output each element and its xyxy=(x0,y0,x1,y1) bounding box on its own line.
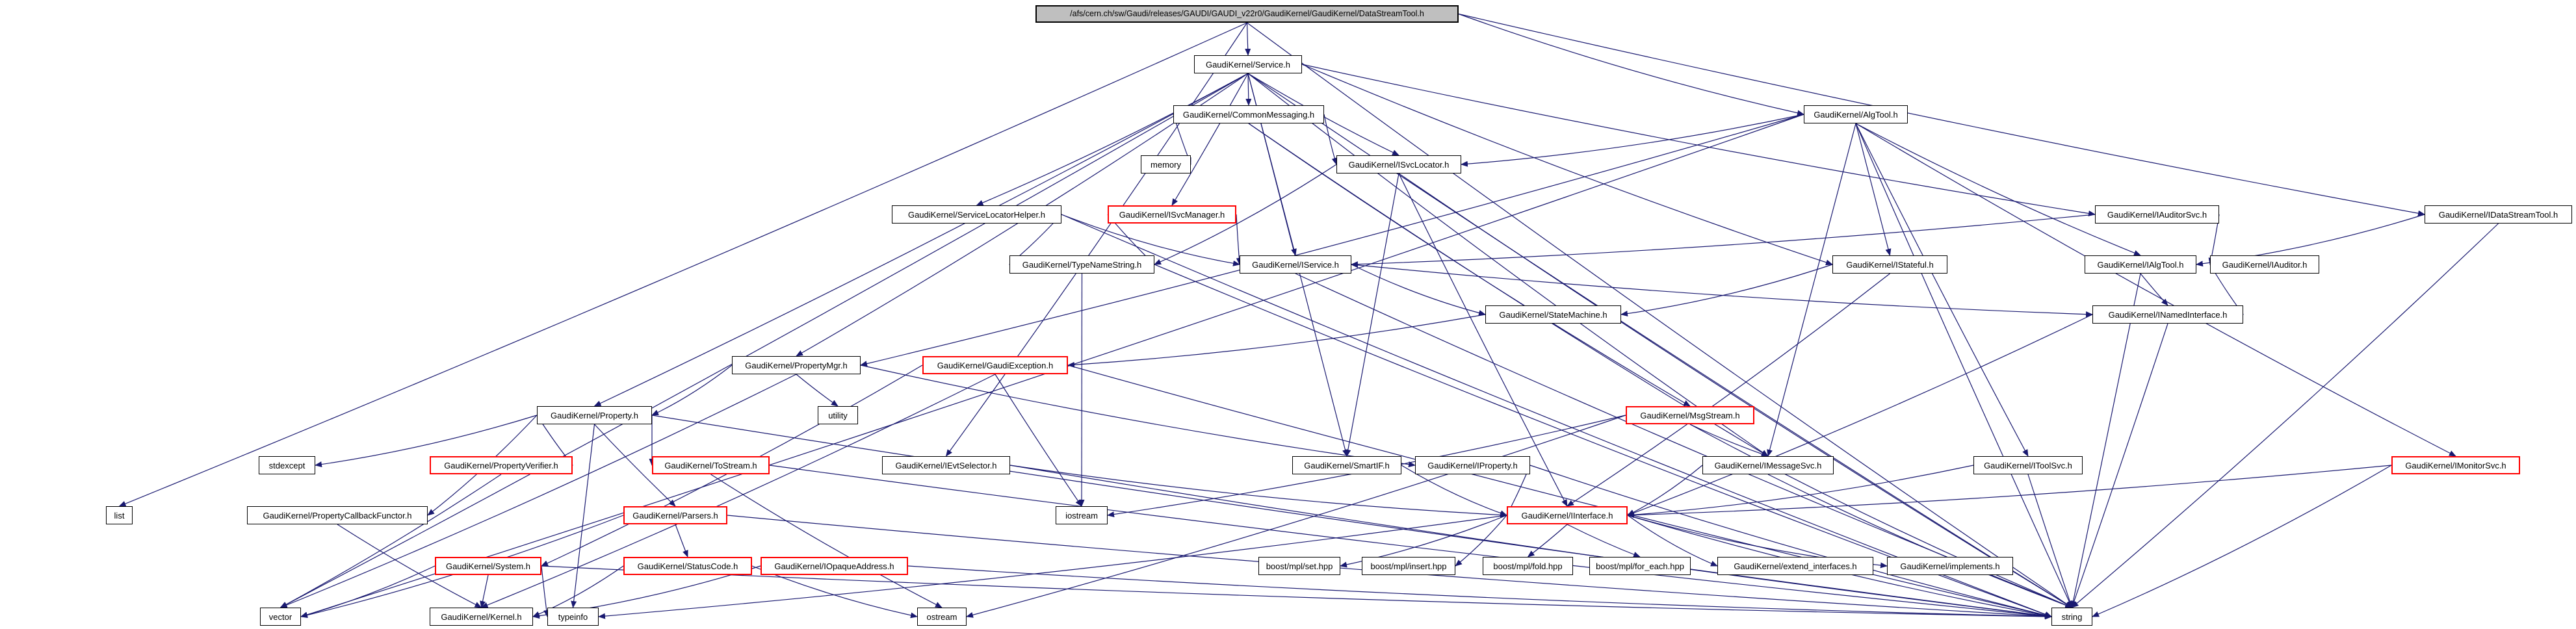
edge-service-h-to-common-messaging-h xyxy=(1248,73,1249,105)
node-iservice-h-label: GaudiKernel/IService.h xyxy=(1252,259,1339,270)
edge-ievtselector-h-to-string xyxy=(1010,465,2051,617)
node-tostream-h[interactable] xyxy=(652,456,770,474)
node-service-h[interactable] xyxy=(1194,55,1302,73)
node-system-h-label: GaudiKernel/System.h xyxy=(445,561,531,571)
node-algtool-h-label: GaudiKernel/AlgTool.h xyxy=(1814,109,1898,120)
node-implements-h[interactable] xyxy=(1887,557,2013,575)
edge-msgstream-h-to-string xyxy=(1690,424,2072,608)
edge-service-h-to-iauditorsvc-h xyxy=(1302,64,2095,214)
node-extend-interfaces-h[interactable] xyxy=(1717,557,1873,575)
node-string-label: string xyxy=(2061,611,2083,622)
edge-istateful-h-to-statemachine-h xyxy=(1621,264,1832,314)
node-isvcmanager-h-label: GaudiKernel/ISvcManager.h xyxy=(1119,209,1225,220)
node-imonitorsvc-h[interactable] xyxy=(2391,456,2520,474)
node-statuscode-h-label: GaudiKernel/StatusCode.h xyxy=(637,561,738,571)
node-common-messaging-h-label: GaudiKernel/CommonMessaging.h xyxy=(1182,109,1315,120)
edge-propertymgr-h-to-utility xyxy=(796,374,838,406)
node-iauditorsvc-h[interactable] xyxy=(2095,205,2219,224)
node-iproperty-h[interactable] xyxy=(1415,456,1530,474)
node-common-messaging-h[interactable] xyxy=(1173,105,1324,123)
edge-algtool-h-to-imonitorsvc-h xyxy=(1856,123,2456,456)
edge-algtool-h-to-string xyxy=(1856,123,2072,608)
node-istateful-h[interactable] xyxy=(1832,255,1947,274)
node-ialgtool-h[interactable] xyxy=(2085,255,2196,274)
edge-imonitorsvc-h-to-string xyxy=(2092,465,2391,617)
node-extend-interfaces-h-label: GaudiKernel/extend_interfaces.h xyxy=(1734,561,1857,571)
node-root-label: /afs/cern.ch/sw/Gaudi/releases/GAUDI/GAUDI_v22r0/GaudiKernel/GaudiKernel/DataStreamTool.h xyxy=(1070,9,1424,19)
edge-system-h-to-typeinfo xyxy=(541,566,547,617)
node-memory[interactable] xyxy=(1141,155,1191,173)
node-iinterface-h[interactable] xyxy=(1507,506,1628,524)
node-propertymgr-h[interactable] xyxy=(732,356,861,374)
node-iinterface-h-label: GaudiKernel/IInterface.h xyxy=(1521,510,1613,520)
node-istateful-h-label: GaudiKernel/IStateful.h xyxy=(1846,259,1934,270)
node-typeinfo[interactable] xyxy=(547,608,599,626)
node-statemachine-h-label: GaudiKernel/StateMachine.h xyxy=(1499,309,1607,320)
edge-property-h-to-string xyxy=(652,415,2051,617)
node-stdexcept-label: stdexcept xyxy=(268,460,306,470)
edge-iinterface-h-to-boost-mpl-for-each xyxy=(1567,524,1640,557)
node-imessagesvc-h[interactable] xyxy=(1702,456,1834,474)
edge-parsers-h-to-statuscode-h xyxy=(675,524,688,557)
edge-algtool-h-to-isvclocator-h xyxy=(1461,114,1804,164)
edge-algtool-h-to-propertymgr-h xyxy=(861,114,1804,365)
node-boost-mpl-insert[interactable] xyxy=(1362,557,1455,575)
node-boost-mpl-fold-label: boost/mpl/fold.hpp xyxy=(1493,561,1563,571)
node-typeinfo-label: typeinfo xyxy=(558,611,588,622)
node-iauditor-h-label: GaudiKernel/IAuditor.h xyxy=(2222,259,2308,270)
node-iproperty-h-label: GaudiKernel/IProperty.h xyxy=(1427,460,1518,470)
node-boost-mpl-set[interactable] xyxy=(1258,557,1340,575)
node-inamedinterface-h-label: GaudiKernel/INamedInterface.h xyxy=(2108,309,2228,320)
node-servicelocatorhelper-h-label: GaudiKernel/ServiceLocatorHelper.h xyxy=(907,209,1045,220)
edge-service-h-to-property-h xyxy=(595,73,1249,406)
edge-iopaqueaddress-h-to-string xyxy=(908,566,2051,617)
edge-service-h-to-servicelocatorhelper-h xyxy=(977,73,1249,205)
node-iopaqueaddress-h[interactable] xyxy=(761,557,908,575)
node-parsers-h[interactable] xyxy=(623,506,727,524)
node-ievtselector-h[interactable] xyxy=(882,456,1010,474)
node-smartif-h-label: GaudiKernel/SmartIF.h xyxy=(1304,460,1390,470)
node-iopaqueaddress-h-label: GaudiKernel/IOpaqueAddress.h xyxy=(774,561,894,571)
edge-common-messaging-h-to-isvclocator-h xyxy=(1324,114,1336,164)
node-itoolsvc-h[interactable] xyxy=(1973,456,2083,474)
node-typenamestring-h-label: GaudiKernel/TypeNameString.h xyxy=(1022,259,1142,270)
node-typenamestring-h[interactable] xyxy=(1009,255,1154,274)
node-boost-mpl-for-each-label: boost/mpl/for_each.hpp xyxy=(1596,561,1684,571)
edge-root-to-string xyxy=(1247,23,2072,608)
node-tostream-h-label: GaudiKernel/ToStream.h xyxy=(664,460,757,470)
node-list[interactable] xyxy=(106,506,133,524)
edge-gaudiexception-h-to-iostream xyxy=(995,374,1082,506)
node-statuscode-h[interactable] xyxy=(623,557,752,575)
node-propertycallbackfunctor-h[interactable] xyxy=(247,506,428,524)
node-isvclocator-h-label: GaudiKernel/ISvcLocator.h xyxy=(1348,159,1450,170)
node-parsers-h-label: GaudiKernel/Parsers.h xyxy=(632,510,718,520)
node-vector[interactable] xyxy=(260,608,301,626)
node-utility-label: utility xyxy=(828,410,848,420)
edge-idatastreamtool-h-to-string xyxy=(2072,224,2499,608)
edge-propertymgr-h-to-iproperty-h xyxy=(861,365,1415,465)
node-ostream[interactable] xyxy=(917,608,967,626)
node-service-h-label: GaudiKernel/Service.h xyxy=(1205,59,1291,70)
node-implements-h-label: GaudiKernel/implements.h xyxy=(1900,561,2000,571)
edge-property-h-to-typeinfo xyxy=(573,424,595,608)
node-msgstream-h[interactable] xyxy=(1626,406,1754,424)
node-propertycallbackfunctor-h-label: GaudiKernel/PropertyCallbackFunctor.h xyxy=(263,510,412,520)
edge-statemachine-h-to-gaudiexception-h xyxy=(1068,314,1485,365)
node-iauditor-h[interactable] xyxy=(2210,255,2319,274)
node-boost-mpl-fold[interactable] xyxy=(1483,557,1573,575)
node-gaudiexception-h[interactable] xyxy=(922,356,1068,374)
node-gaudiexception-h-label: GaudiKernel/GaudiException.h xyxy=(937,360,1054,370)
node-idatastreamtool-h[interactable] xyxy=(2425,205,2572,224)
node-servicelocatorhelper-h[interactable] xyxy=(892,205,1061,224)
edge-system-h-to-kernel-h xyxy=(482,575,489,608)
node-imonitorsvc-h-label: GaudiKernel/IMonitorSvc.h xyxy=(2405,460,2506,470)
node-iostream-label: iostream xyxy=(1065,510,1098,520)
edge-iinterface-h-to-boost-mpl-fold xyxy=(1528,524,1568,557)
node-inamedinterface-h[interactable] xyxy=(2092,305,2243,324)
node-smartif-h[interactable] xyxy=(1292,456,1401,474)
edge-iservice-h-to-inamedinterface-h xyxy=(1351,264,2092,314)
node-ievtselector-h-label: GaudiKernel/IEvtSelector.h xyxy=(895,460,997,470)
node-iauditorsvc-h-label: GaudiKernel/IAuditorSvc.h xyxy=(2107,209,2207,220)
node-kernel-h[interactable] xyxy=(430,608,533,626)
node-ialgtool-h-label: GaudiKernel/IAlgTool.h xyxy=(2097,259,2184,270)
node-iostream[interactable] xyxy=(1056,506,1108,524)
edge-iproperty-h-to-string xyxy=(1530,465,2051,617)
node-propertyverifier-h-label: GaudiKernel/PropertyVerifier.h xyxy=(444,460,558,470)
edge-algtool-h-to-itoolsvc-h xyxy=(1856,123,2028,456)
node-kernel-h-label: GaudiKernel/Kernel.h xyxy=(441,611,522,622)
edge-root-to-algtool-h xyxy=(1459,14,1804,115)
node-property-h[interactable] xyxy=(537,406,652,424)
node-string[interactable] xyxy=(2051,608,2092,626)
node-list-label: list xyxy=(114,510,125,520)
node-algtool-h[interactable] xyxy=(1804,105,1908,123)
node-iservice-h[interactable] xyxy=(1240,255,1351,274)
node-ostream-label: ostream xyxy=(926,611,957,622)
node-property-h-label: GaudiKernel/Property.h xyxy=(551,410,638,420)
node-memory-label: memory xyxy=(1151,159,1181,170)
node-itoolsvc-h-label: GaudiKernel/IToolSvc.h xyxy=(1984,460,2072,470)
node-boost-mpl-insert-label: boost/mpl/insert.hpp xyxy=(1370,561,1447,571)
edge-service-h-to-vector xyxy=(281,73,1249,608)
node-system-h[interactable] xyxy=(435,557,541,575)
node-imessagesvc-h-label: GaudiKernel/IMessageSvc.h xyxy=(1714,460,1822,470)
node-propertyverifier-h[interactable] xyxy=(430,456,573,474)
edge-inamedinterface-h-to-string xyxy=(2072,324,2168,608)
node-boost-mpl-for-each[interactable] xyxy=(1589,557,1691,575)
node-propertymgr-h-label: GaudiKernel/PropertyMgr.h xyxy=(745,360,848,370)
node-idatastreamtool-h-label: GaudiKernel/IDataStreamTool.h xyxy=(2438,209,2558,220)
node-isvcmanager-h[interactable] xyxy=(1108,205,1236,224)
edge-root-to-service-h xyxy=(1247,23,1249,55)
node-statemachine-h[interactable] xyxy=(1485,305,1621,324)
edge-algtool-h-to-imessagesvc-h xyxy=(1768,123,1856,456)
node-isvclocator-h[interactable] xyxy=(1336,155,1461,173)
node-stdexcept[interactable] xyxy=(259,456,315,474)
node-msgstream-h-label: GaudiKernel/MsgStream.h xyxy=(1640,410,1740,420)
edge-service-h-to-isvcmanager-h xyxy=(1172,73,1248,205)
edge-algtool-h-to-ialgtool-h xyxy=(1856,123,2140,255)
node-vector-label: vector xyxy=(268,611,293,622)
node-utility[interactable] xyxy=(818,406,858,424)
edge-isvclocator-h-to-smartif-h xyxy=(1347,173,1399,456)
node-boost-mpl-set-label: boost/mpl/set.hpp xyxy=(1266,561,1333,571)
edge-service-h-to-string xyxy=(1248,73,2072,608)
edge-iauditorsvc-h-to-iservice-h xyxy=(1351,214,2095,264)
node-root[interactable] xyxy=(1035,5,1459,23)
